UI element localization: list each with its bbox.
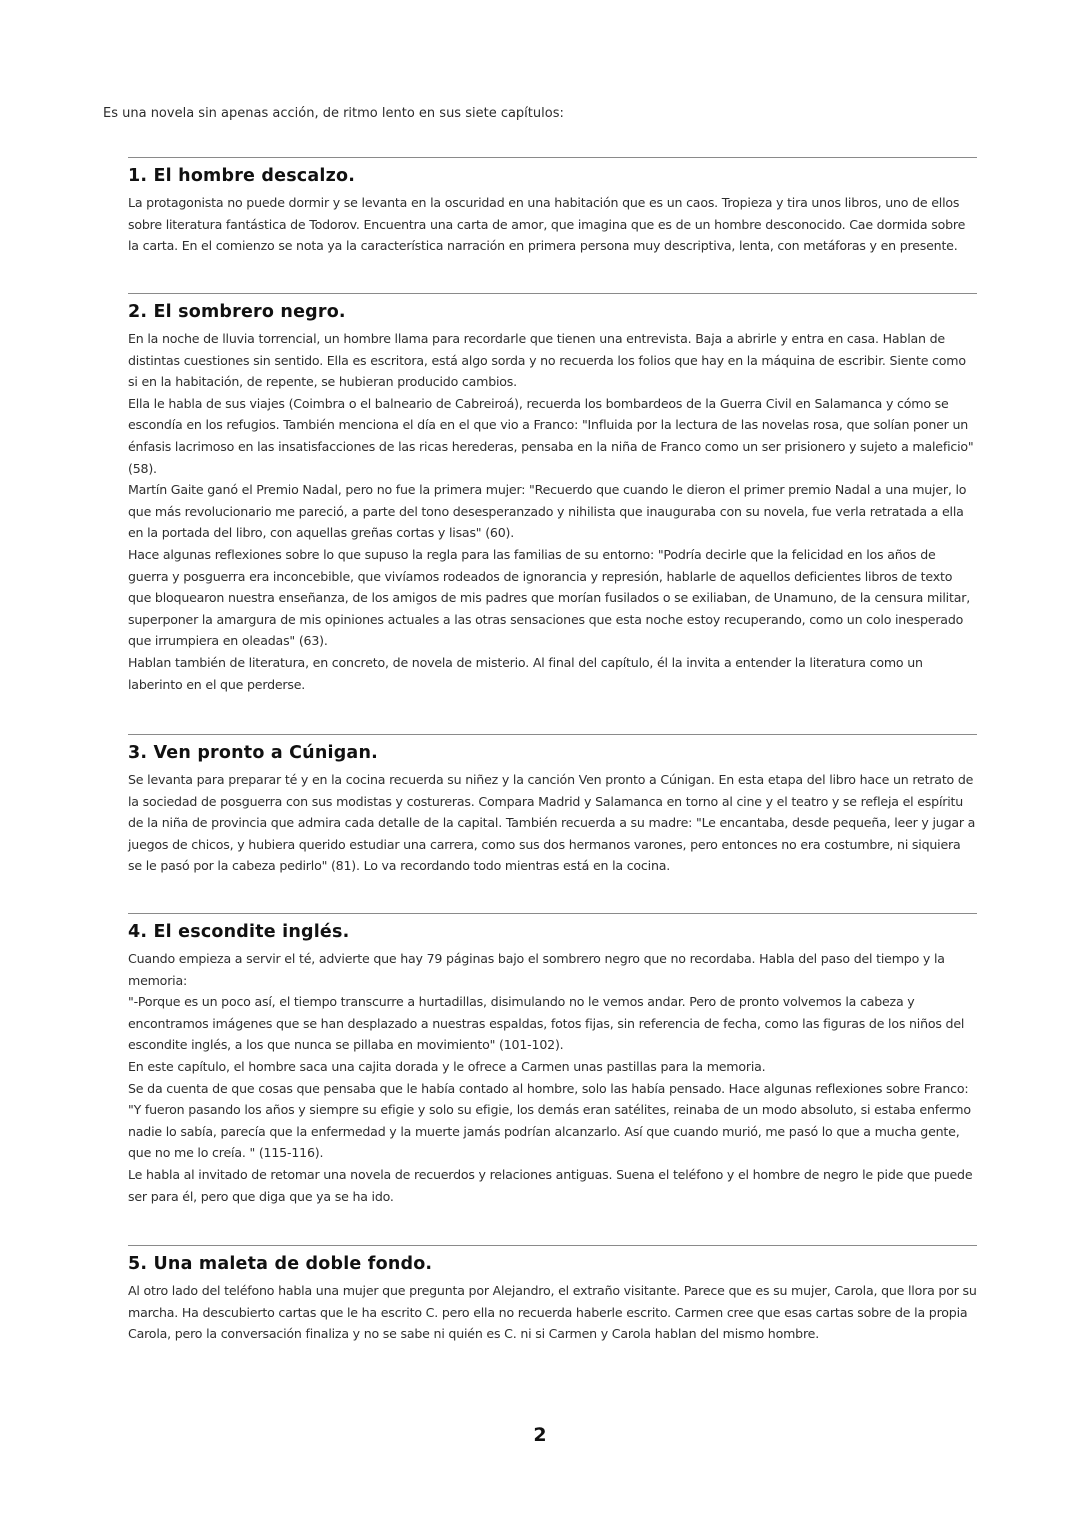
chapter-paragraph: Cuando empieza a servir el té, advierte que hay 79 páginas bajo el sombrero negro que no recordaba. Habla del paso del tiempo y la memoria: <box>128 951 945 988</box>
chapter-section <box>128 734 977 877</box>
chapter-paragraph: Se levanta para preparar té y en la cocina recuerda su niñez y la canción Ven pronto a Cúnigan. En esta etapa del libro hace un retrato de la sociedad de posguerra con sus modistas y costureras. Compara Madrid y Salamanca en torno al cine y el teatro y se refleja el espíritu de la niña de provincia que admira cada detalle de la capital. También recuerda a su madre: "Le encantaba, desde pequeña, leer y jugar a juegos de chicos, y hubiera querido estudiar una carrera, como sus dos hermanos varones, pero entonces no era costumbre, ni siquiera se le pasó por la cabeza pedirlo" (81). Lo va recordando todo mientras está en la cocina. <box>128 772 976 874</box>
chapter-heading: 4. El escondite inglés. <box>128 922 350 942</box>
chapter-paragraph: "-Porque es un poco así, el tiempo transcurre a hurtadillas, disimulando no le vemos andar. Pero de pronto volvemos la cabeza y encontramos imágenes que se han desplazado a nuestras espaldas, fotos fijas, sin referencia de fecha, como las figuras de los niños del escondite inglés, a los que nunca se pillaba en movimiento" (101-102). <box>128 994 965 1053</box>
chapter-heading: 2. El sombrero negro. <box>128 302 346 322</box>
chapter-paragraph: Le habla al invitado de retomar una novela de recuerdos y relaciones antiguas. Suena el teléfono y el hombre de negro le pide que puede ser para él, pero que diga que ya se ha ido. <box>128 1166 973 1204</box>
chapter-paragraph: La protagonista no puede dormir y se levanta en la oscuridad en una habitación que es un caos. Tropieza y tira unos libros, uno de ellos sobre literatura fantástica de Todorov. Encuentra una carta de amor, que imagina que es de un hombre desconocido. Cae dormida sobre la carta. En el comienzo se nota ya la característica narración en primera persona muy descriptiva, lenta, con metáforas y en presente. <box>128 195 966 254</box>
chapter-paragraph: Se da cuenta de que cosas que pensaba que le había contado al hombre, solo las había pensado. Hace algunas reflexiones sobre Franco: <box>128 1080 969 1096</box>
chapter-heading: 1. El hombre descalzo. <box>128 166 356 186</box>
chapter-paragraph: "Y fueron pasando los años y siempre su efigie y solo su efigie, los demás eran satélites, reinaba de un modo absoluto, si estaba enfermo nadie lo sabía, parecía que la enfermedad y la muerte jamás podrían alcanzarlo. Así que cuando murió, me pasó lo que a mucha gente, que no me lo creía. " (115-116). <box>128 1102 971 1161</box>
section-divider <box>128 157 977 158</box>
section-divider <box>128 293 977 294</box>
chapter-section <box>128 1245 977 1345</box>
chapter-heading: 3. Ven pronto a Cúnigan. <box>128 743 378 763</box>
section-divider <box>128 913 977 914</box>
chapter-paragraph: Hace algunas reflexiones sobre lo que supuso la regla para las familias de su entorno: "Podría decirle que la felicidad en los años de guerra y posguerra era inconcebible, que vivíamos rodeados de ignorancia y represión, hablarle de aquellos deficientes libros de texto que bloquearon nuestra enseñanza, de los amigos de mis padres que morían fusilados o se exiliaban, de Unamuno, de la censura militar, superponer la amargura de mis opiniones actuales a las otras sensaciones que esta noche estoy recuperando, como un colo inesperado que irrumpiera en oleadas" (63). <box>128 546 970 649</box>
page-number: 2 <box>533 1424 547 1446</box>
chapter-paragraph: Martín Gaite ganó el Premio Nadal, pero no fue la primera mujer: "Recuerdo que cuando le dieron el primer premio Nadal a una mujer, lo que más revolucionario me pareció, a parte del tono desesperanzado y nihilista que inauguraba con su novela, fue verla retratada a ella en la portada del libro, con aquellas greñas cortas y lisas" (60). <box>128 482 967 541</box>
section-divider <box>128 734 977 735</box>
intro-text: Es una novela sin apenas acción, de ritmo lento en sus siete capítulos: <box>103 106 564 121</box>
chapter-section <box>128 913 977 1207</box>
chapter-section <box>128 157 977 257</box>
chapter-paragraph: En la noche de lluvia torrencial, un hombre llama para recordarle que tienen una entrevista. Baja a abrirle y entra en casa. Hablan de distintas cuestiones sin sentido. Ella es escritora, está algo sorda y no recuerda los folios que hay en la máquina de escribir. Siente como si en la habitación, de repente, se hubieran producido cambios. <box>128 331 966 390</box>
chapter-paragraph: Al otro lado del teléfono habla una mujer que pregunta por Alejandro, el extraño visitante. Parece que es su mujer, Carola, que llora por su marcha. Ha descubierto cartas que le ha escrito C. pero ella no recuerda haberle escrito. Carmen cree que esas cartas sobre de la propia Carola, pero la conversación finaliza y no se sabe ni quién es C. ni si Carmen y Carola hablan del mismo hombre. <box>128 1283 977 1342</box>
chapter-heading: 5. Una maleta de doble fondo. <box>128 1254 433 1274</box>
chapter-section <box>128 293 977 695</box>
section-divider <box>128 1245 977 1246</box>
chapter-paragraph: Hablan también de literatura, en concreto, de novela de misterio. Al final del capítulo, él la invita a entender la literatura como un laberinto en el que perderse. <box>128 654 923 692</box>
chapter-paragraph: En este capítulo, el hombre saca una cajita dorada y le ofrece a Carmen unas pastillas para la memoria. <box>128 1058 766 1074</box>
chapter-paragraph: Ella le habla de sus viajes (Coimbra o el balneario de Cabreiroá), recuerda los bombardeos de la Guerra Civil en Salamanca y cómo se escondía en los refugios. También menciona el día en el que vio a Franco: "Influida por la lectura de las novelas rosa, que solían poner un énfasis lacrimoso en las insatisfacciones de las ricas herederas, pensaba en la niña de Franco como un ser prisionero y sujeto a maleficio" (58). <box>128 395 974 476</box>
